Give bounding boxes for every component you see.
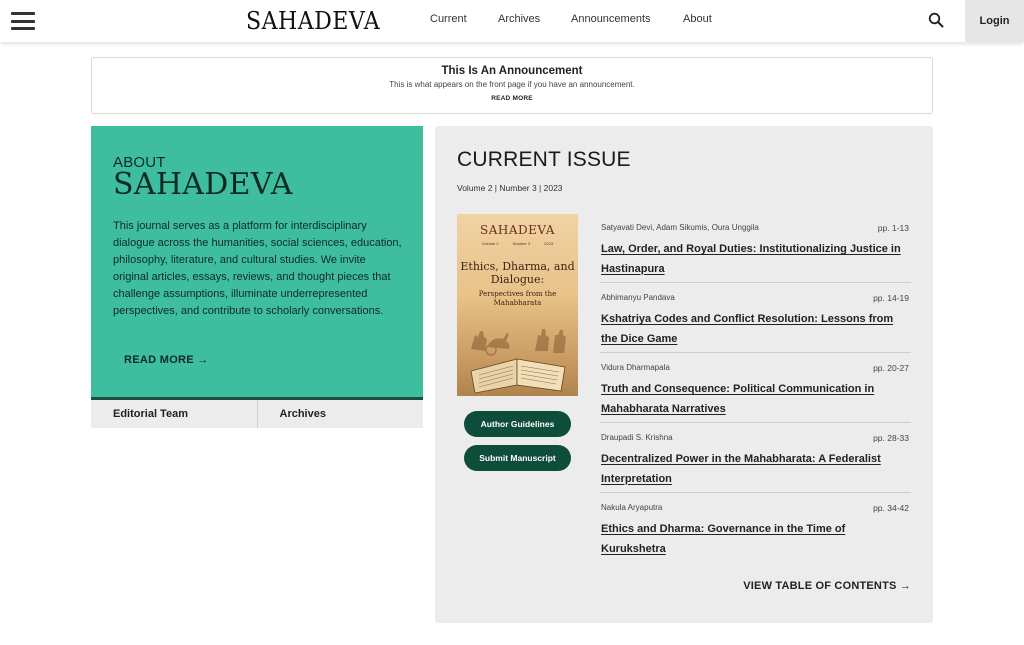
view-toc-link[interactable]: VIEW TABLE OF CONTENTS → bbox=[743, 580, 911, 592]
about-label: ABOUT bbox=[113, 154, 166, 171]
cover-year: 2023 bbox=[544, 241, 554, 246]
article-title-link[interactable]: Truth and Consequence: Political Communication in Mahabharata Narratives bbox=[601, 383, 875, 415]
article-authors: Abhimanyu Pandava bbox=[601, 293, 675, 302]
article-title-link[interactable]: Law, Order, and Royal Duties: Institutionalizing Justice in Hastinapura bbox=[601, 243, 901, 275]
cover-meta bbox=[457, 241, 578, 246]
about-journal-name: SAHADEVA bbox=[113, 167, 293, 202]
nav-announcements[interactable]: Announcements bbox=[571, 13, 651, 25]
menu-icon[interactable] bbox=[11, 12, 35, 30]
article-list bbox=[600, 213, 911, 563]
about-panel bbox=[91, 126, 423, 400]
article-authors: Nakula Aryaputra bbox=[601, 503, 663, 512]
article-title-link[interactable]: Decentralized Power in the Mahabharata: A Federalist Interpretation bbox=[601, 453, 881, 485]
issue-cover-image[interactable] bbox=[457, 214, 578, 396]
nav-about[interactable]: About bbox=[683, 13, 712, 25]
cover-title: Ethics, Dharma, and Dialogue: bbox=[460, 260, 575, 286]
about-description: This journal serves as a platform for interdisciplinary dialogue across the humanities, social sciences, education, philosophy, literature, and cultural studies. We invite original articles, essays, reviews, and thought pieces that challenge assumptions, illuminate underrepresented perspectives, and contribute to scholarly conversations. bbox=[113, 220, 402, 317]
article-item bbox=[600, 213, 911, 283]
submit-manuscript-button[interactable]: Submit Manuscript bbox=[464, 445, 571, 471]
article-pages: pp. 20-27 bbox=[873, 363, 909, 373]
current-issue-heading: CURRENT ISSUE bbox=[457, 148, 631, 171]
site-logo[interactable]: SAHADEVA bbox=[246, 7, 381, 35]
announcement-text: This is what appears on the front page if you have an announcement. bbox=[389, 80, 635, 89]
editorial-team-link[interactable]: Editorial Team bbox=[113, 408, 188, 420]
nav-archives[interactable]: Archives bbox=[498, 13, 541, 25]
cover-illustration bbox=[457, 309, 578, 396]
author-guidelines-button[interactable]: Author Guidelines bbox=[464, 411, 571, 437]
article-item bbox=[600, 353, 911, 423]
cover-volume: Volume 2 bbox=[481, 241, 499, 246]
article-pages: pp. 1-13 bbox=[877, 223, 909, 233]
search-icon[interactable] bbox=[928, 12, 944, 28]
article-authors: Vidura Dharmapala bbox=[601, 363, 670, 372]
article-item bbox=[600, 283, 911, 353]
announcement-box bbox=[91, 57, 933, 114]
cover-journal-name: SAHADEVA bbox=[480, 223, 555, 237]
login-button[interactable]: Login bbox=[965, 0, 1024, 42]
article-pages: pp. 34-42 bbox=[873, 503, 909, 513]
article-pages: pp. 14-19 bbox=[873, 293, 909, 303]
cover-number: Number 3 bbox=[512, 241, 531, 246]
cover-subtitle: Perspectives from the Mahabharata bbox=[478, 290, 557, 307]
nav-current[interactable]: Current bbox=[430, 13, 467, 25]
article-title-link[interactable]: Kshatriya Codes and Conflict Resolution: Lessons from the Dice Game bbox=[601, 313, 894, 345]
article-authors: Satyavati Devi, Adam Sikumis, Oura Unggila bbox=[601, 223, 759, 232]
issue-meta: Volume 2 | Number 3 | 2023 bbox=[457, 183, 563, 193]
about-read-more-link[interactable]: READ MORE → bbox=[124, 354, 209, 366]
article-item bbox=[600, 493, 911, 563]
article-pages: pp. 28-33 bbox=[873, 433, 909, 443]
current-issue-panel bbox=[435, 126, 933, 623]
announcement-read-more-link[interactable]: READ MORE bbox=[491, 95, 533, 102]
article-item bbox=[600, 423, 911, 493]
top-navigation-bar bbox=[0, 0, 1024, 42]
article-title-link[interactable]: Ethics and Dharma: Governance in the Time of Kurukshetra bbox=[601, 523, 846, 555]
archives-link[interactable]: Archives bbox=[257, 400, 424, 428]
announcement-title[interactable]: This Is An Announcement bbox=[441, 65, 583, 77]
about-links bbox=[91, 400, 423, 428]
article-authors: Draupadi S. Krishna bbox=[601, 433, 673, 442]
